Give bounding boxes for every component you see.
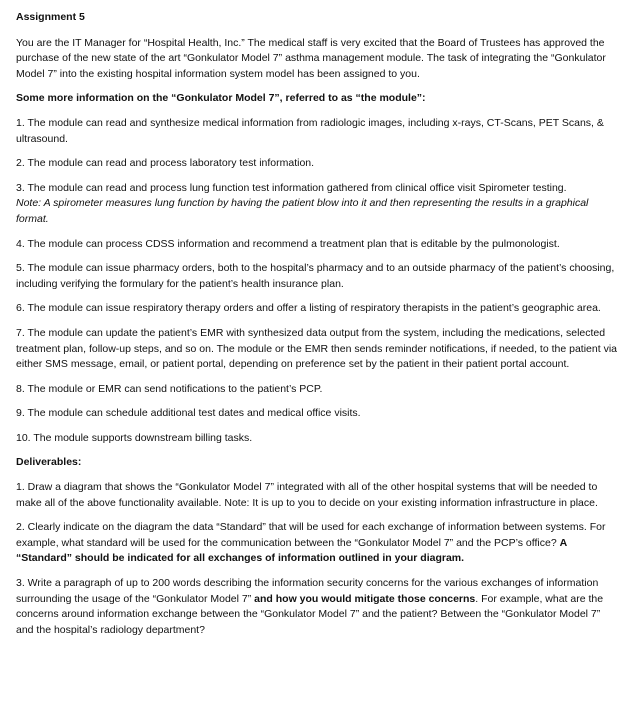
deliverable-2-bold: A “Standard” should be indicated for all exchanges of information outlined in your diagram. — [16, 536, 567, 565]
deliverable-2 — [16, 520, 619, 567]
module-item-10: 10. The module supports downstream billing tasks. — [16, 431, 253, 444]
module-item-5: 5. The module can issue pharmacy orders, both to the hospital’s pharmacy and to an outside pharmacy of the patient’s choosing, including verifying the formulary for the patient’s health insurance plan. — [16, 262, 615, 290]
module-item-6: 6. The module can issue respiratory therapy orders and offer a listing of respiratory therapists in the patient’s geographic area. — [16, 302, 601, 315]
module-item-1: 1. The module can read and synthesize medical information from radiologic images, including x-rays, CT-Scans, PET Scans, & ultrasound. — [16, 116, 604, 145]
deliverable-3-text-b: . For example, what are the concerns around information exchange between the “Gonkulator Model 7” and the patient? Between the “Gonkulator Model 7” and the hospital’s radiology department? — [16, 592, 604, 636]
intro-paragraph: You are the IT Manager for “Hospital Health, Inc.” The medical staff is very excited that the Board of Trustees has approved the purchase of the new state of the art “Gonkulator Model 7” asthma management module. The task of integrating the “Gonkulator Model 7” into the existing hospital information system model has been assigned to you. — [16, 36, 606, 80]
spirometer-note: Note: A spirometer measures lung function by having the patient blow into it and then representing the results in a graphical format. — [16, 197, 589, 225]
module-item-3-text: 3. The module can read and process lung function test information gathered from clinical office visit Spirometer testing. — [16, 181, 567, 194]
module-item-9: 9. The module can schedule additional test dates and medical office visits. — [16, 407, 361, 420]
deliverable-3-text-a: 3. Write a paragraph of up to 200 words describing the information security concerns for the various exchanges of information surrounding the usage of the “Gonkulator Model 7” — [16, 577, 599, 605]
module-item-7: 7. The module can update the patient’s EMR with synthesized data output from the system, including the medications, selected treatment plan, follow-up steps, and so on. The module or the EMR then sends reminder notifications, if needed, to the patient via either SMS message, email, or patient portal, depending on preference set by the patient in their patient portal account. — [16, 326, 617, 371]
module-item-3 — [16, 181, 619, 228]
module-item-8: 8. The module or EMR can send notifications to the patient’s PCP. — [16, 382, 323, 395]
deliverable-3-bold: and how you would mitigate those concerns — [254, 592, 476, 605]
deliverable-3 — [16, 576, 619, 638]
module-heading: Some more information on the “Gonkulator Model 7”, referred to as “the module”: — [16, 92, 426, 105]
module-item-2: 2. The module can read and process laboratory test information. — [16, 157, 315, 170]
deliverables-heading: Deliverables: — [16, 456, 82, 469]
deliverable-2-text: 2. Clearly indicate on the diagram the data “Standard” that will be used for each exchange of information between systems. For example, what standard will be used for the communication between the “Gonkulator Model 7” and the PCP’s office? — [16, 521, 606, 549]
document-title: Assignment 5 — [16, 11, 85, 23]
module-item-4: 4. The module can process CDSS information and recommend a treatment plan that is editable by the pulmonologist. — [16, 237, 560, 250]
deliverable-1: 1. Draw a diagram that shows the “Gonkulator Model 7” integrated with all of the other hospital systems that will be needed to make all of the above functionality available. Note: It is up to you to decide on your existing information infrastructure in place. — [16, 481, 598, 509]
